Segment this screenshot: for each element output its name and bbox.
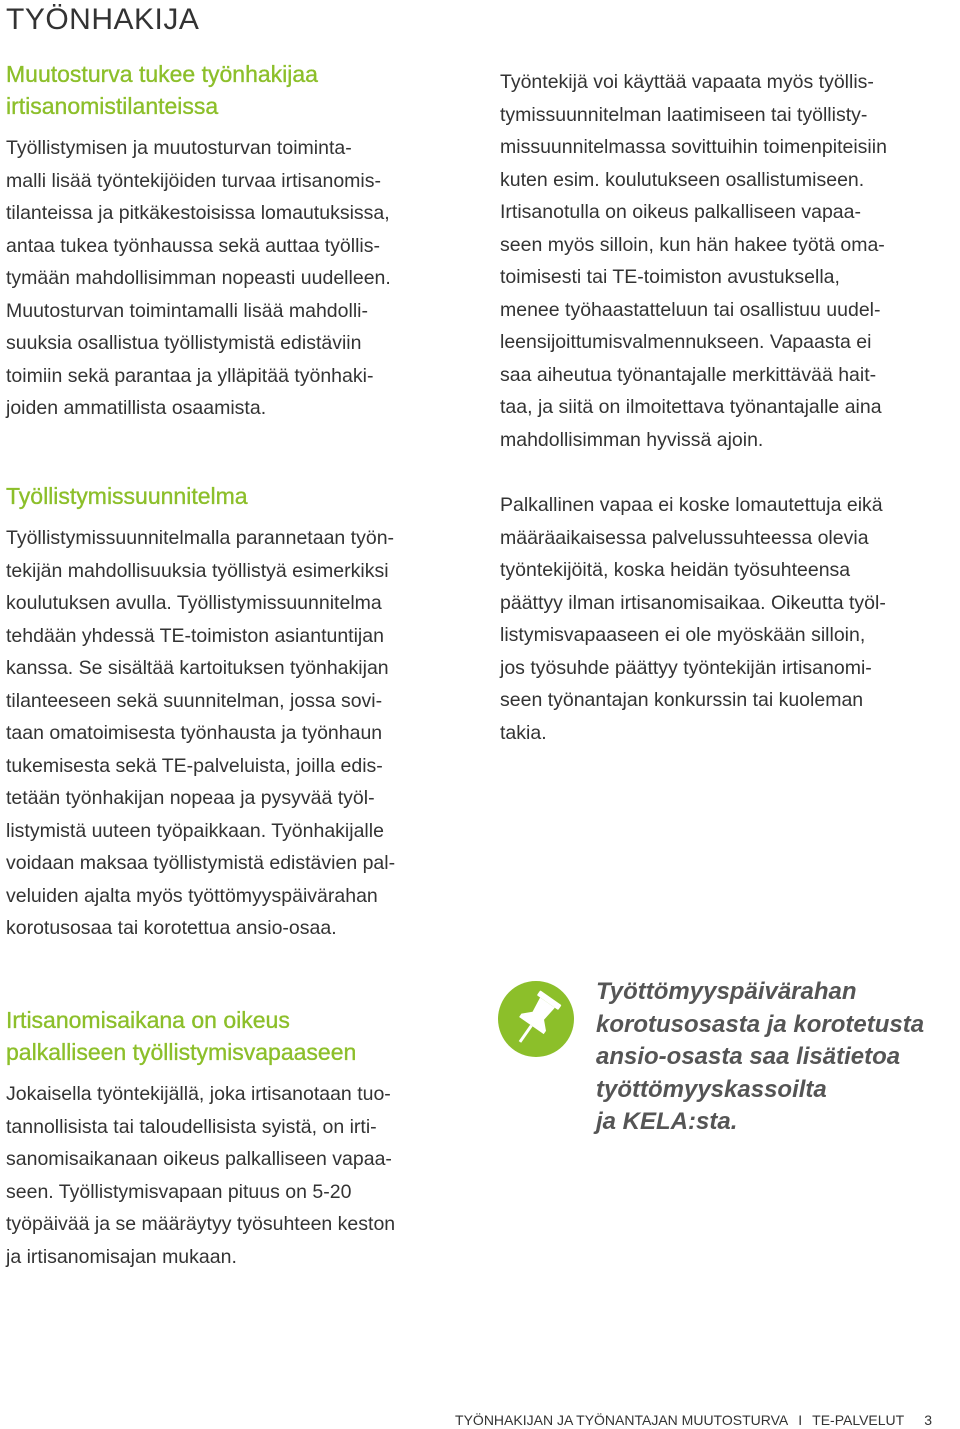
section-body: Työllistymisen ja muutosturvan toiminta- malli lisää työntekijöiden turvaa irtisanomis- tilanteissa ja pitkäkestoisissa lomautuksissa, antaa tukea työnhaussa sekä auttaa työllis- tymään mahdollisimman nopeasti uudelleen. Muutosturvan toimintamalli lisää mahdolli- suuksia osallistua työllistymistä edistäviin toimiin sekä parantaa ja ylläpitää työnhaki- joiden ammatillista osaamista. <box>6 137 391 419</box>
section-heading: Työllistymissuunnitelma <box>6 483 248 509</box>
page-footer <box>455 1411 932 1429</box>
page-header: TYÖNHAKIJA <box>6 3 200 36</box>
footer-publisher: TE-PALVELUT <box>812 1412 905 1428</box>
footer-separator: I <box>798 1412 803 1428</box>
paragraph-text: Palkallinen vapaa ei koske lomautettuja eikä määräaikaisessa palvelussuhteessa olevia työntekijöitä, koska heidän työsuhteensa päättyy ilman irtisanomisaikaa. Oikeutta työl- listymisvapaaseen ei ole myöskään silloin, jos työsuhde päättyy työntekijän irtisanomi- seen työnantajan konkurssin tai kuoleman takia. <box>500 494 886 744</box>
section-muutosturva <box>6 58 476 425</box>
section-body: Työllistymissuunnitelmalla parannetaan työn- tekijän mahdollisuuksia työllistyä esimerkiksi koulutuksen avulla. Työllistymissuunnitelma tehdään yhdessä TE-toimiston asiantuntijan kanssa. Se sisältää kartoituksen työnhakijan tilanteeseen sekä suunnitelman, jossa sovi- taan omatoimisesta työnhausta ja työnhaun tukemisesta sekä TE-palveluista, joilla edis- tetään työnhakijan nopeaa ja pysyvää työl- listymistä uuteen työpaikkaan. Työnhakijalle voidaan maksaa työllistymistä edistävien pal- veluiden ajalta myös työttömyyspäivärahan korotusosaa tai korotettua ansio-osaa. <box>6 527 396 939</box>
right-paragraph-2 <box>500 489 960 749</box>
page-number: 3 <box>924 1412 932 1428</box>
section-body: Jokaisella työntekijällä, joka irtisanotaan tuo- tannollisista tai taloudellisista syistä, on irti- sanomisaikanaan oikeus palkalliseen vapaa- seen. Työllistymisvapaan pituus on 5-20 työpäivää ja se määräytyy työsuhteen keston ja irtisanomisajan mukaan. <box>6 1083 396 1268</box>
footer-title: TYÖNHAKIJAN JA TYÖNANTAJAN MUUTOSTURVA <box>455 1412 789 1428</box>
section-irtisanomisaika <box>6 1004 476 1273</box>
paragraph-text: Työntekijä voi käyttää vapaata myös työllis- tymissuunnitelman laatimiseen tai työllisty- missuunnitelmassa sovittuihin toimenpiteisiin kuten esim. koulutukseen osallistumiseen. Irtisanotulla on oikeus palkalliseen vapaa- seen myös silloin, kun hän hakee työtä oma- toimisesti tai TE-toimiston avustuksella, menee työhaastatteluun tai osallistuu uudel- leensijoittumisvalmennukseen. Vapaasta ei saa aiheutua työnantajalle merkittävää hait- taa, ja siitä on ilmoitettava työnantajalle aina mahdollisimman hyvissä ajoin. <box>500 71 887 451</box>
right-paragraph-1 <box>500 66 960 456</box>
section-tyollistymissuunnitelma <box>6 480 476 945</box>
info-note: Työttömyyspäivärahan korotusosasta ja korotetusta ansio-osasta saa lisätietoa työttömyyskassoilta ja KELA:sta. <box>596 978 925 1135</box>
section-heading: Muutosturva tukee työnhakijaa irtisanomistilanteissa <box>6 61 318 119</box>
pushpin-icon <box>496 979 576 1059</box>
section-heading: Irtisanomisaikana on oikeus palkalliseen työllistymisvapaaseen <box>6 1007 357 1065</box>
